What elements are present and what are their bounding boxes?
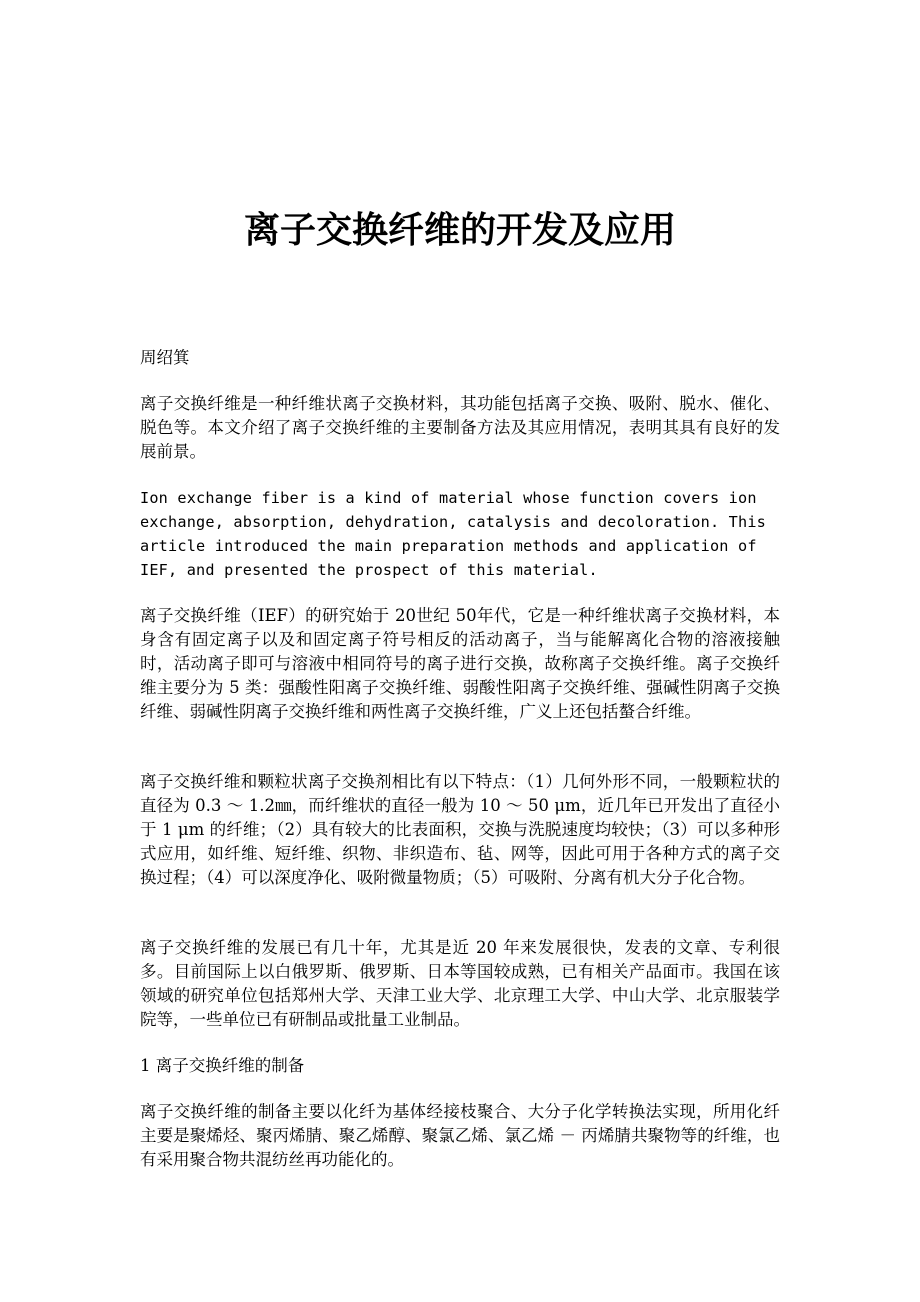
document-title: 离子交换纤维的开发及应用 [243,209,676,252]
features-paragraph: 离子交换纤维和颗粒状离子交换剂相比有以下特点：（1）几何外形不同，一般颗粒状的直径为 0.3 ～ 1.2㎜，而纤维状的直径一般为 10 ～ 50 μm，近几年已开发出了直径小于 1 μm 的纤维；（2）具有较大的比表面积，交换与洗脱速度均较快；（3）可以多种形式应用，如纤维、短纤维、织物、非织造布、毡、网等，因此可用于各种方式的离子交换过程；（4）可以深度净化、吸附微量物质；（5）可吸附、分离有机大分子化合物。 [140,772,780,887]
introduction-paragraph: 离子交换纤维（IEF）的研究始于 20世纪 50年代，它是一种纤维状离子交换材料，本身含有固定离子以及和固定离子符号相反的活动离子，当与能解离化合物的溶液接触时，活动离子即可与溶液中相同符号的离子进行交换，故称离子交换纤维。离子交换纤维主要分为 5 类：强酸性阳离子交换纤维、弱酸性阳离子交换纤维、强碱性阴离子交换纤维、弱碱性阴离子交换纤维和两性离子交换纤维，广义上还包括螯合纤维。 [140,606,780,721]
author-name: 周绍箕 [140,348,190,367]
abstract-chinese: 离子交换纤维是一种纤维状离子交换材料，其功能包括离子交换、吸附、脱水、催化、脱色等。本文介绍了离子交换纤维的主要制备方法及其应用情况，表明其具有良好的发展前景。 [140,394,780,461]
development-paragraph: 离子交换纤维的发展已有几十年，尤其是近 20 年来发展很快，发表的文章、专利很多。目前国际上以白俄罗斯、俄罗斯、日本等国较成熟，已有相关产品面市。我国在该领域的研究单位包括郑州大学、天津工业大学、北京理工大学、中山大学、北京服装学院等，一些单位已有研制品或批量工业制品。 [140,938,780,1029]
preparation-paragraph: 离子交换纤维的制备主要以化纤为基体经接枝聚合、大分子化学转换法实现，所用化纤主要是聚烯烃、聚丙烯腈、聚乙烯醇、聚氯乙烯、氯乙烯 － 丙烯腈共聚物等的纤维，也有采用聚合物共混纺丝再功能化的。 [140,1102,780,1169]
abstract-english: Ion exchange fiber is a kind of material whose function covers ion exchange, absorption, dehydration, catalysis and decoloration. This article introduced the main preparation methods and application of IEF, and presented the prospect of this material. [140,489,767,579]
section-heading-preparation: 1 离子交换纤维的制备 [140,1056,305,1075]
